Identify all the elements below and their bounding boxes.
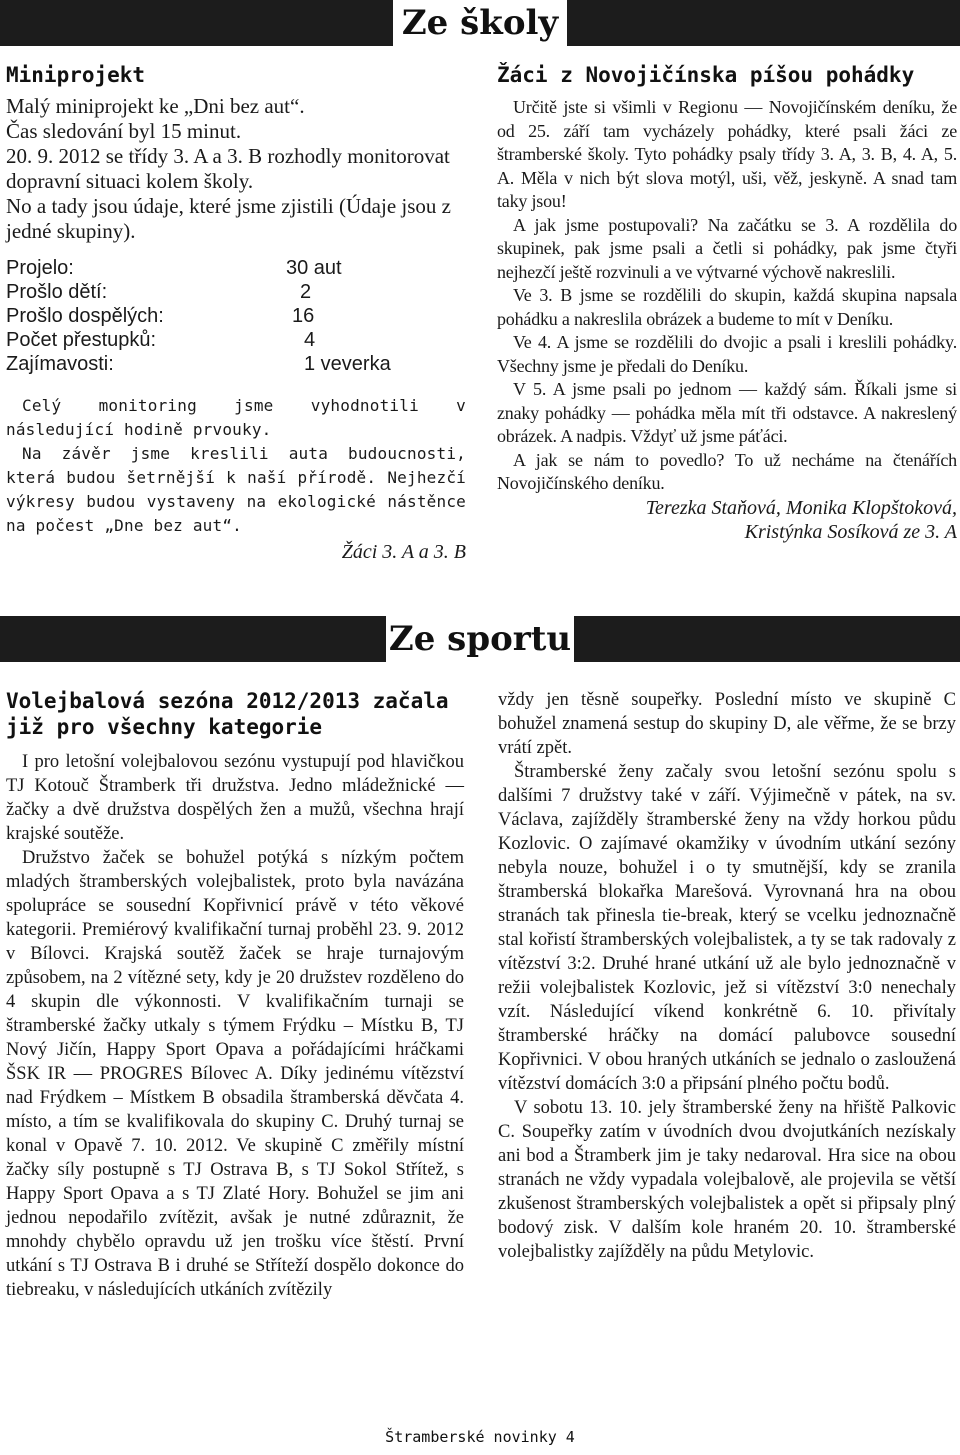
stat-row xyxy=(6,256,466,280)
article-title-pohadky: Žáci z Novojičínska píšou pohádky xyxy=(497,63,915,87)
stat-row xyxy=(6,352,466,376)
miniprojekt-outro xyxy=(6,394,466,538)
page-footer: Štramberské novinky 4 xyxy=(385,1428,575,1446)
stat-value: 1 veverka xyxy=(304,353,391,375)
article-volejbal-continued xyxy=(498,688,956,1264)
paragraph: I pro letošní volejbalovou sezónu vystupují pod hlavičkou TJ Kotouč Štramberk tři družstva. Jedno mládežnické — žačky a dvě družstva dospělých žen a mužů, všechna hrají krajské soutěže. xyxy=(6,752,464,844)
article-title-miniprojekt: Miniprojekt xyxy=(6,63,146,87)
article-title-volejbal: Volejbalová sezóna 2012/2013 začala již pro všechny kategorie xyxy=(6,689,449,739)
stats-table xyxy=(6,256,466,376)
paragraph: V sobotu 13. 10. jely štramberské ženy na hřiště Palkovic C. Soupeřky zatím v úvodních dvou dvojutkáních nezískaly ani bod a Štramberk jim je taky nedaroval. Hra sice na obou stranách ne vždy vypadala volejbalově, ale projevila se větší zkušenost štramberských volejbalistek a opět si připsaly plný bodový zisk. V dalším kole hraném 20. 10. štramberské volejbalistky zajížděly na půdu Metylovic. xyxy=(498,1098,956,1262)
paragraph: Družstvo žaček se bohužel potýká s nízkým počtem mladých štramberských volejbalistek, proto byla navázána spolupráce se sousední Kopřivnicí právě v této věkové kategorii. Premiérový kvalifikační turnaj proběhl 23. 9. 2012 v Bílovci. Krajská soutěž žaček se hraje turnajovým způsobem, na 2 vítězné sety, kdy je 20 družstev rozděleno do 4 skupin dle výkonnosti. V kvalifikačním turnaji se štramberské žačky utkaly s týmem Frýdku – Místku B, TJ Nový Jičín, Happy Sport Opava a pořádajícími hráčkami ŠSK IR — PROGRES Bílovec A. Díky jedinému vítězství nad Frýdkem – Místkem B obsadila štramberská děvčata 4. místo, a tím se kvalifikovala do skupiny C. Druhý turnaj se konal v Opavě 7. 10. 2012. Ve skupině C změřily místní žačky síly postupně s TJ Ostrava B, s TJ Sokol Střítež, s Happy Sport Opava a s TJ Zlaté Hory. Bohužel se jim ani jednou nepodařilo zvítězit, avšak je nutné zdůraznit, že mnohdy chybělo opravdu už jen trošku více štěstí. První utkání s TJ Ostrava B i druhé se Stříteží dospělo dokonce do tiebreaku, v následujících utkáních zvítězily xyxy=(6,848,464,1300)
section-title-school: Ze školy xyxy=(393,0,567,46)
article-miniprojekt xyxy=(6,62,466,564)
stat-label: Projelo: xyxy=(6,257,74,279)
intro-line: Malý miniprojekt ke „Dni bez aut“. xyxy=(6,94,305,118)
stat-row xyxy=(6,328,466,352)
stat-value: 2 xyxy=(300,281,312,303)
stat-value: 30 aut xyxy=(286,257,342,279)
article-pohadky xyxy=(497,62,957,544)
stat-row xyxy=(6,280,466,304)
paragraph: Štramberské ženy začaly svou letošní sezónu spolu s dalšími 7 družstvy také v září. Výjimečně v pátek, na sv. Václava, zajížděly štramberské ženy na vždy horkou půdu Kozlovic. O zajímavé okamžiky v úvodním utkání sezóny nebyla nouze, bohužel i o ty smutnější, kdy se zranila štramberská blokařka Marešová. Vyrovnaná hra na obou stranách tak přinesla tie-break, který se vcelku jednoznačně stal kořistí štramberských volejbalistek, a ty se tak radovaly z vítězství 3:2. Druhé hrané utkání už ale bylo jednoznačně v režii volejbalistek Kozlovic, jež si vítězství 3:0 nenechaly vzít. Následující víkend konkrétně 6. 10. přivítaly štramberské hráčky na domácí palubovce sousední Kopřivnici. V obou hraných utkáních se jednalo o zasloužená vítězství domácích 3:0 a připsání plného počtu bodů. xyxy=(498,762,956,1094)
stat-label: Prošlo dětí: xyxy=(6,281,108,303)
stat-label: Počet přestupků: xyxy=(6,329,157,351)
signature: Žáci 3. A a 3. B xyxy=(341,541,466,563)
stat-value: 4 xyxy=(304,329,316,351)
intro-line: Čas sledování byl 15 minut. xyxy=(6,119,242,143)
stat-label: Zajímavosti: xyxy=(6,353,114,375)
paragraph: vždy jen těsně soupeřky. Poslední místo ve skupině C bohužel znamená sestup do skupiny D, ale věřme, že se brzy vrátí zpět. xyxy=(498,690,956,758)
section-banner-sport xyxy=(0,616,960,662)
authors-line: Kristýnka Sosíková ze 3. A xyxy=(744,520,957,543)
stat-value: 16 xyxy=(292,305,315,327)
article-volejbal xyxy=(6,688,464,1302)
authors-line: Terezka Staňová, Monika Klopštoková, xyxy=(645,496,957,519)
stat-label: Prošlo dospělých: xyxy=(6,305,164,327)
paragraph: Určitě jste si všimli v Regionu — Novojičínském deníku, že od 25. září tam vycházely pohádky, které psali žáci ze štramberské školy. Tyto pohádky psaly třídy 3. A, 3. B, 4. A, 5. A. Měla v nich být slova motýl, uši, věž, jeskyně. A snad tam taky jsou! xyxy=(497,97,957,211)
intro-line: 20. 9. 2012 se třídy 3. A a 3. B rozhodly monitorovat dopravní situaci kolem školy. xyxy=(6,144,450,193)
paragraph: A jak se nám to povedlo? To už necháme na čtenářích Novojičínského deníku. xyxy=(497,449,957,493)
miniprojekt-intro xyxy=(6,94,466,244)
paragraph: Ve 3. B jsme se rozdělili do skupin, každá skupina napsala pohádku a nakreslila obrázek a budeme to mít v Deníku. xyxy=(497,285,957,329)
paragraph: A jak jsme postupovali? Na začátku se 3. A rozdělila do skupinek, pak jsme psali a četli si pohádky, pak jsme čtyři nejhezčí ještě rozvinuli a ve výtvarné výchově nakreslili. xyxy=(497,214,957,282)
stat-row xyxy=(6,304,466,328)
paragraph: Na závěr jsme kreslili auta budoucnosti, která budou šetrnější k naší přírodě. Nejhezčí výkresy budou vystaveny na ekologické nástěnce na počest „Dne bez aut“. xyxy=(6,444,466,535)
intro-line: No a tady jsou údaje, které jsme zjistili (Údaje jsou z jedné skupiny). xyxy=(6,194,451,243)
paragraph: Celý monitoring jsme vyhodnotili v následující hodině prvouky. xyxy=(6,396,466,439)
paragraph: V 5. A jsme psali po jednom — každý sám. Říkali jsme si znaky pohádky — pohádka měla mít tři odstavce. A nakreslený obrázek. A nadpis. Vždyť už jsme páťáci. xyxy=(497,379,957,446)
paragraph: Ve 4. A jsme se rozdělili do dvojic a psali i kreslili pohádky. Všechny jsme je předali do Deníku. xyxy=(497,332,957,376)
section-banner-school xyxy=(0,0,960,46)
section-title-sport: Ze sportu xyxy=(386,616,574,662)
